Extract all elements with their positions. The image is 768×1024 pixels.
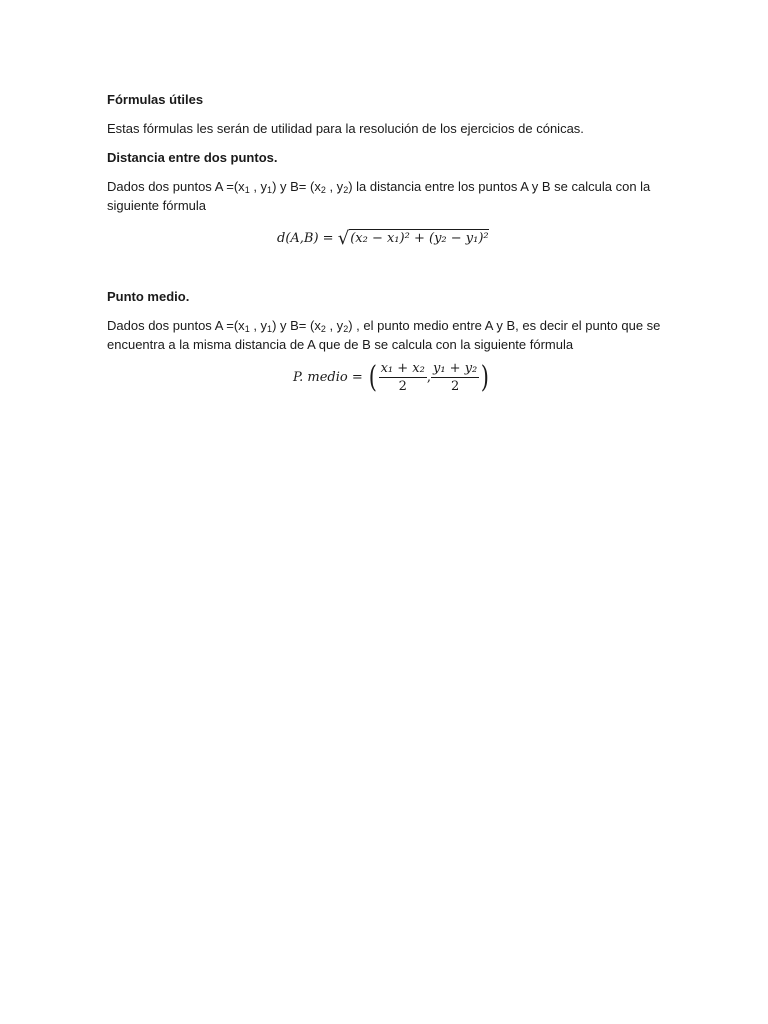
radical-sign-icon: √ (337, 228, 350, 249)
left-paren-icon: ( (368, 360, 377, 395)
section-heading-midpoint: Punto medio. (107, 289, 190, 304)
right-paren-icon: ) (481, 360, 490, 395)
section-heading-distance: Distancia entre dos puntos. (107, 150, 278, 165)
midpoint-paragraph-line1: Dados dos puntos $A =(x_1$ , $y_1$) y $B= (x_2$ , $y_2$) , el punto medio entre A y B, es decir el punto que se (107, 318, 661, 334)
radicand: (x₂ − x₁)² + (y₂ − y₁)² (350, 231, 489, 246)
distance-paragraph-line1: Dados dos puntos $A =(x_1$ , $y_1$) y $B= (x_2$ , $y_2$) la distancia entre los puntos A y B se calcula con la (107, 179, 651, 195)
distance-paragraph-line2: siguiente fórmula (107, 198, 206, 213)
document-title: Fórmulas útiles (107, 92, 204, 107)
midpoint-paragraph-line2: encuentra a la misma distancia de A que de B se calcula con la siguiente fórmula (107, 337, 574, 352)
distance-formula-lhs: d(A,B) = (277, 231, 334, 246)
distance-formula (277, 228, 489, 249)
fraction-y: $\frac{\text{y₁ + y₂}}{2}$ (432, 361, 478, 394)
square-root (338, 228, 489, 249)
fraction-x: $\frac{\text{x₁ + x₂}}{2}$ (380, 361, 425, 394)
intro-paragraph: Estas fórmulas les serán de utilidad para la resolución de los ejercicios de cónicas. (107, 121, 584, 136)
midpoint-formula-lhs: P. medio = (293, 370, 363, 385)
midpoint-formula: P. medio = ( $\frac{\text{x₁ + x₂}}{2}$ , $\frac{\text{y₁ + y₂}}{2}$ ) (293, 360, 490, 395)
